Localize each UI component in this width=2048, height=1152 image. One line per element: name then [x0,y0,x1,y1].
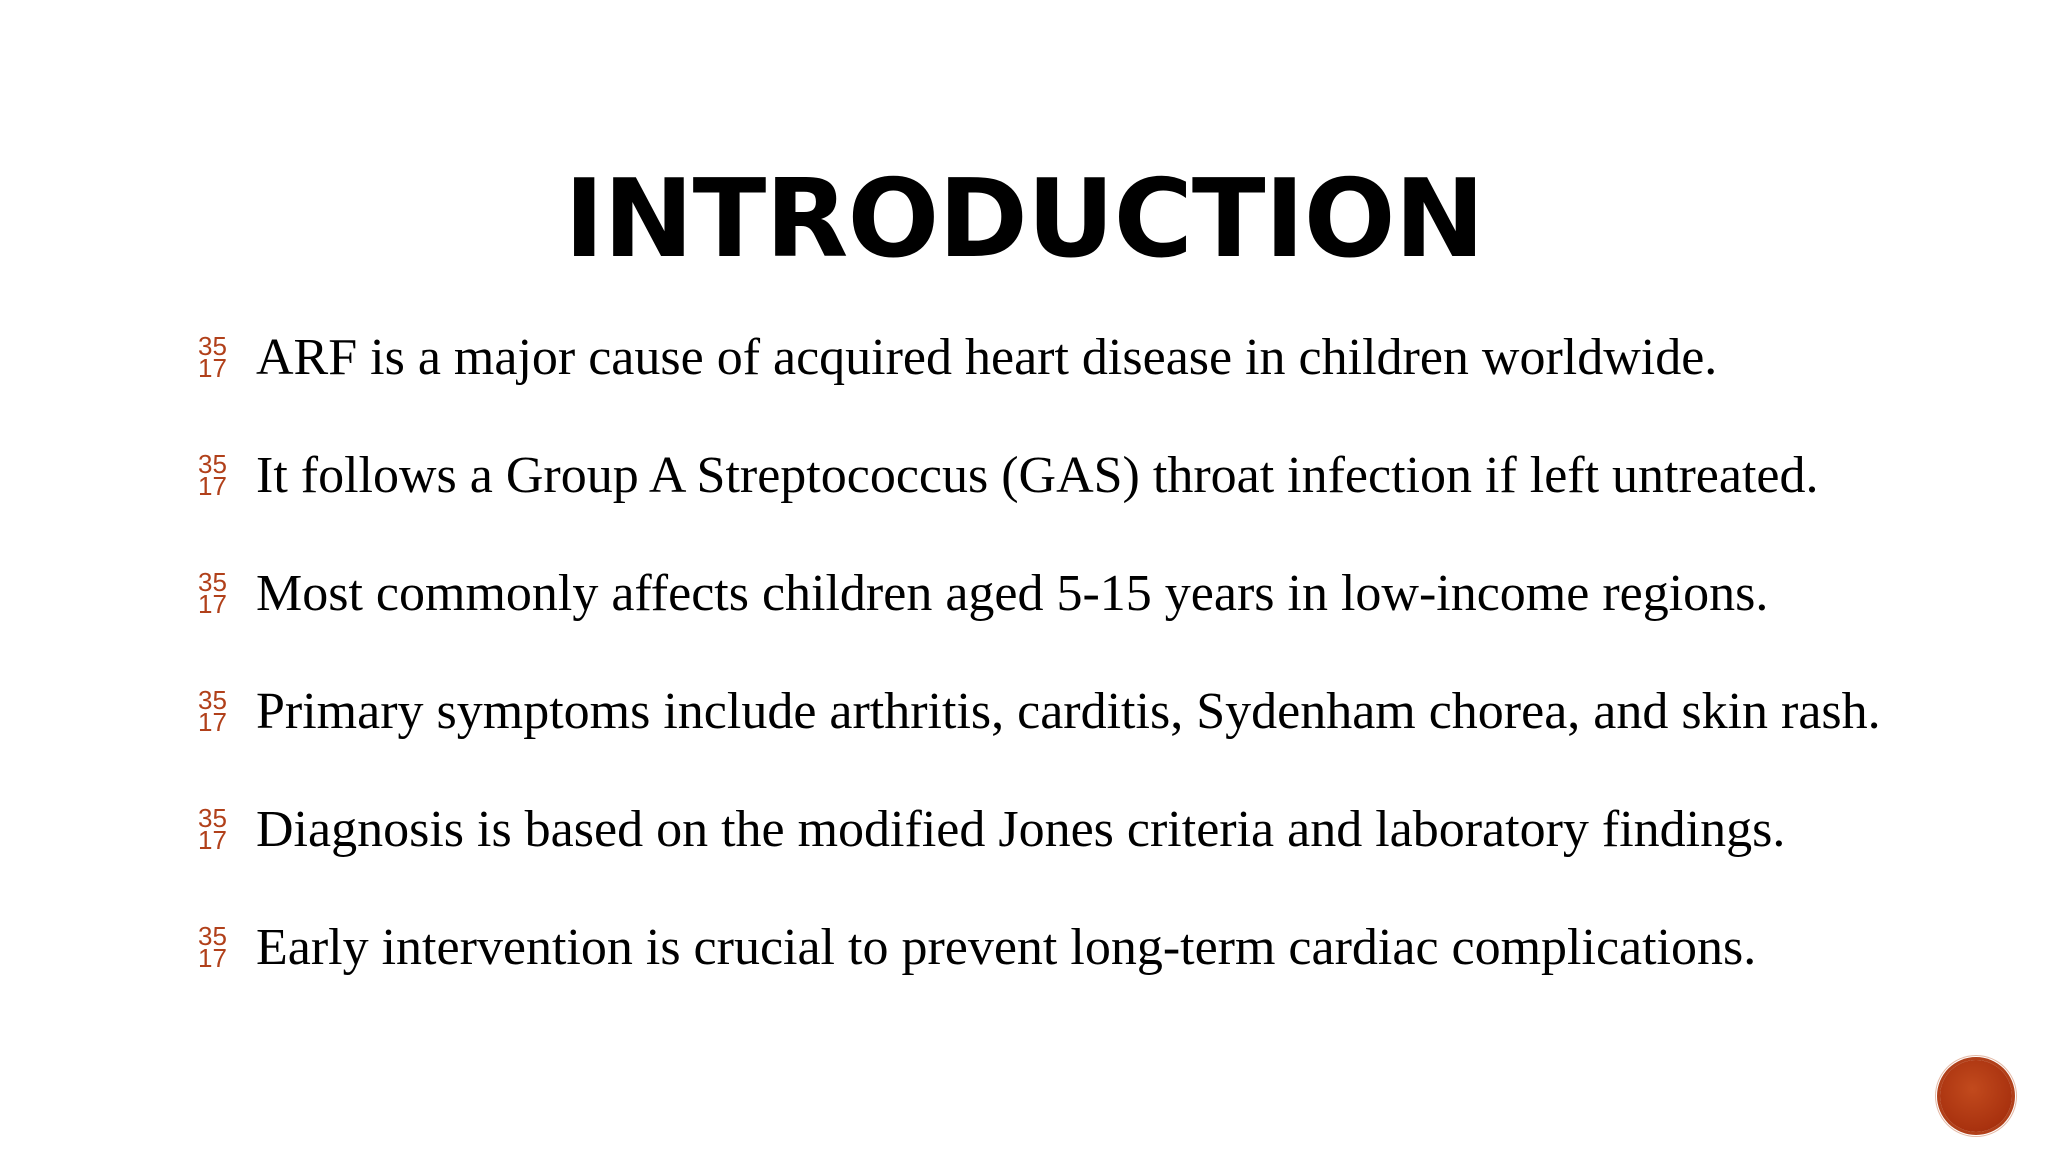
bullet-marker-bottom: 17 [198,353,227,383]
bullet-text: Primary symptoms include arthritis, carditis, Sydenham chorea, and skin rash. [256,683,1881,740]
bullet-marker-top: 35 [198,803,227,833]
bullet-marker-top: 35 [198,567,227,597]
bullet-item [198,566,1918,684]
slide-title: INTRODUCTION [564,157,1484,282]
bullet-text: ARF is a major cause of acquired heart disease in children worldwide. [256,329,1718,386]
bullet-marker-bottom: 17 [198,707,227,737]
bullet-marker-bottom: 17 [198,471,227,501]
bullet-marker-top: 35 [198,685,227,715]
bullet-item [198,684,1918,802]
bullet-list [198,330,1918,1038]
bullet-marker-top: 35 [198,921,227,951]
bullet-marker-icon [198,802,256,855]
bullet-text: Most commonly affects children aged 5-15 years in low-income regions. [256,565,1769,622]
bullet-marker-icon [198,920,256,973]
bullet-marker-icon [198,684,256,737]
bullet-item [198,802,1918,920]
bullet-text: Diagnosis is based on the modified Jones criteria and laboratory findings. [256,801,1786,858]
bullet-item [198,448,1918,566]
slide-nav-circle-button[interactable] [1936,1056,2016,1136]
bullet-marker-icon [198,330,256,383]
bullet-text: Early intervention is crucial to prevent long-term cardiac complications. [256,919,1757,976]
bullet-marker-top: 35 [198,449,227,479]
bullet-item [198,330,1918,448]
bullet-marker-bottom: 17 [198,943,227,973]
bullet-item [198,920,1918,1038]
bullet-marker-top: 35 [198,331,227,361]
circle-icon [1940,1060,2012,1132]
bullet-marker-icon [198,566,256,619]
bullet-marker-icon [198,448,256,501]
bullet-marker-bottom: 17 [198,825,227,855]
bullet-text: It follows a Group A Streptococcus (GAS) throat infection if left untreated. [256,447,1819,504]
bullet-marker-bottom: 17 [198,589,227,619]
